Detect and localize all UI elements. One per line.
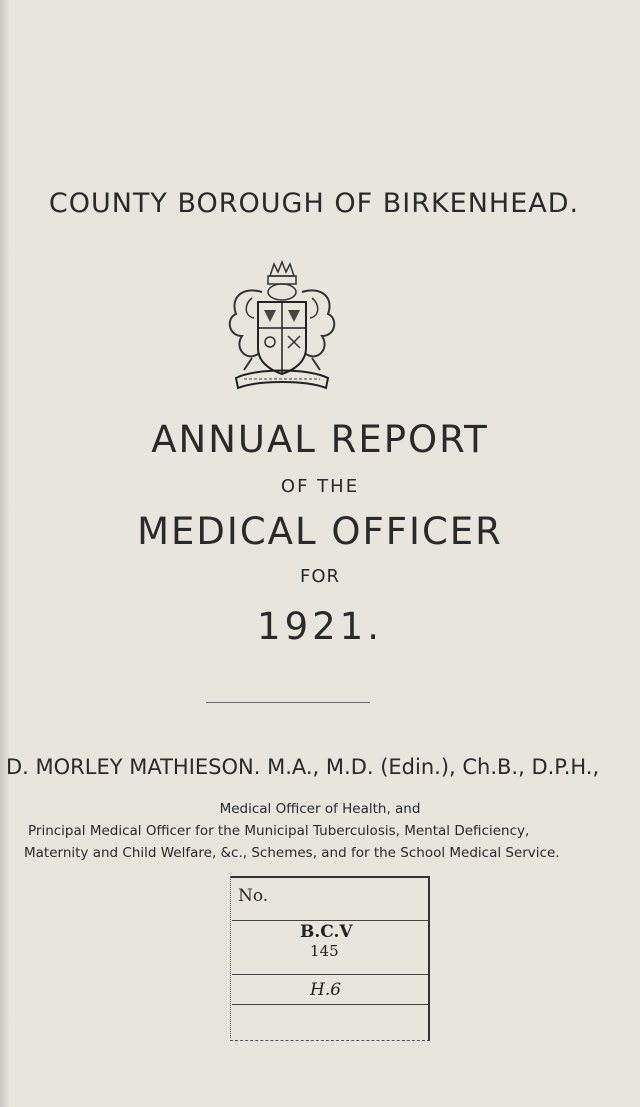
page-spine-shadow — [0, 0, 10, 1107]
stamp-handwritten-class: B.C.V — [300, 922, 353, 942]
stamp-handwritten-mark: H.6 — [310, 980, 342, 1000]
library-stamp — [230, 876, 430, 1040]
stamp-divider — [232, 1004, 428, 1005]
stamp-divider — [232, 974, 428, 975]
stamp-left-line — [230, 876, 232, 1038]
author-line: D. MORLEY MATHIESON. M.A., M.D. (Edin.), Ch.B., D.P.H., — [6, 755, 600, 779]
title-annual-report: ANNUAL REPORT — [151, 418, 489, 461]
divider-rule — [206, 702, 370, 703]
report-year: 1921. — [257, 605, 383, 648]
role-line-3: Maternity and Child Welfare, &c., Schemes, and for the School Medical Service. — [24, 845, 560, 861]
borough-crest-icon — [222, 258, 342, 398]
title-for: FOR — [299, 566, 341, 587]
role-line-2: Principal Medical Officer for the Municipal Tuberculosis, Mental Deficiency, — [28, 823, 530, 839]
stamp-handwritten-number: 145 — [310, 942, 339, 960]
title-medical-officer: MEDICAL OFFICER — [137, 510, 503, 553]
stamp-no-label: No. — [238, 886, 269, 906]
title-of-the: OF THE — [280, 476, 360, 497]
stamp-divider — [232, 920, 428, 921]
role-line-1: Medical Officer of Health, and — [219, 801, 421, 817]
borough-heading: COUNTY BOROUGH OF BIRKENHEAD. — [48, 188, 580, 219]
